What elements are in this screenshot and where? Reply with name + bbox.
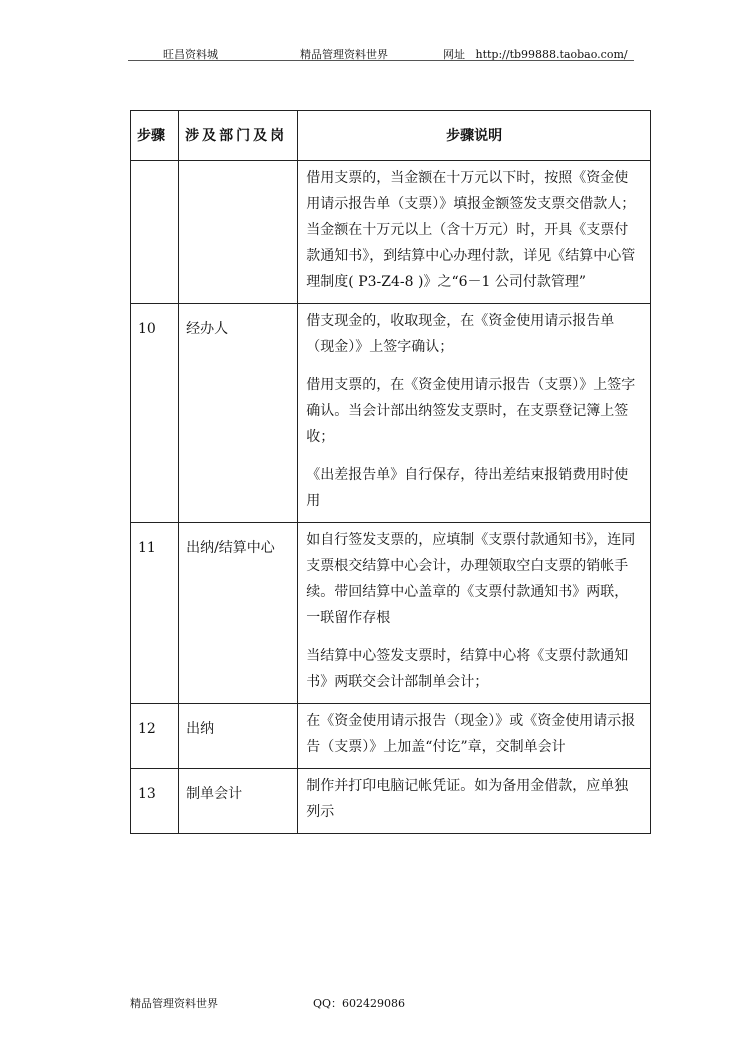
step-number: 13 [131,769,179,834]
step-number: 12 [131,704,179,769]
step-description [298,304,651,523]
description-paragraph: 制作并打印电脑记帐凭证。如为备用金借款，应单独列示 [306,778,629,820]
column-header-desc: 步骤说明 [298,111,651,161]
header-url-link[interactable]: http://tb99888.taobao.com/ [475,48,628,61]
header-url-label: 网址 [443,48,465,61]
description-paragraph: 借用支票的，当金额在十万元以下时，按照《资金使用请示报告单（支票）》填报金额签发支票交借款人；当金额在十万元以上（含十万元）时，开具《支票付款通知书》，到结算中心办理付款，详见《结算中心管理制度( P3-Z4-8 )》之“6－1 公司付款管理” [306,170,636,290]
table-header-row [131,111,651,161]
step-dept: 出纳 [179,704,298,769]
description-paragraph: 在《资金使用请示报告（现金）》或《资金使用请示报告（支票）》上加盖“付讫”章，交制单会计 [306,713,636,755]
header-world-name: 精品管理资料世界 [300,48,388,61]
description-paragraph: 当结算中心签发支票时，结算中心将《支票付款通知书》两联交会计部制单会计； [306,648,629,690]
table-row [131,161,651,304]
step-number: 11 [131,523,179,704]
step-description [298,161,651,304]
steps-table [130,110,651,834]
step-dept: 制单会计 [179,769,298,834]
description-paragraph: 如自行签发支票的，应填制《支票付款通知书》，连同支票根交结算中心会计，办理领取空白支票的销帐手续。带回结算中心盖章的《支票付款通知书》两联，一联留作存根 [306,532,636,626]
table-row [131,304,651,523]
table-row [131,523,651,704]
table-row [131,704,651,769]
step-description [298,704,651,769]
description-paragraph: 借支现金的，收取现金，在《资金使用请示报告单（现金）》上签字确认； [306,313,615,355]
column-header-step: 步骤 [131,111,179,161]
description-paragraph: 借用支票的，在《资金使用请示报告（支票）》上签字确认。当会计部出纳签发支票时，在支票登记簿上签收； [306,377,636,445]
step-dept [179,161,298,304]
step-dept: 经办人 [179,304,298,523]
header-shop-name: 旺昌资料城 [163,48,218,61]
step-description [298,523,651,704]
description-paragraph: 《出差报告单》自行保存，待出差结束报销费用时使用 [306,467,629,509]
footer-world-name: 精品管理资料世界 [130,997,218,1010]
header-divider [128,60,634,61]
column-header-dept: 涉及部门及岗 [179,111,298,161]
step-number: 10 [131,304,179,523]
page-header [0,40,744,60]
step-number [131,161,179,304]
step-description [298,769,651,834]
table-row [131,769,651,834]
step-dept: 出纳/结算中心 [179,523,298,704]
footer-qq: QQ：602429086 [313,997,406,1010]
